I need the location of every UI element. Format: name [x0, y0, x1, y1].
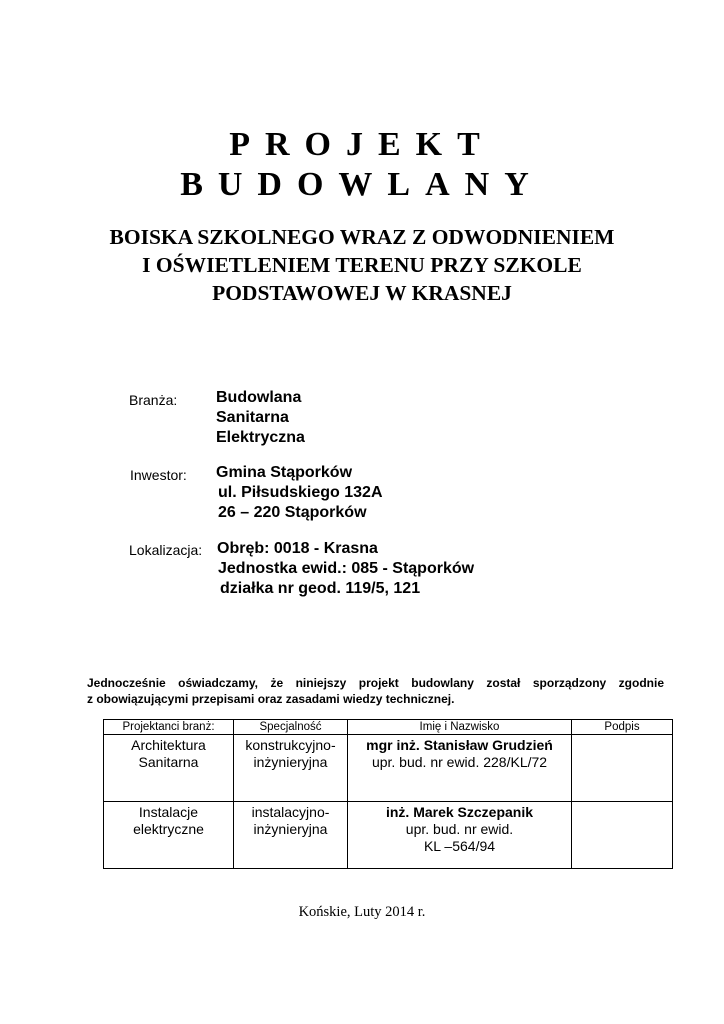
inwestor-label: Inwestor:	[130, 467, 187, 483]
specialty-cell	[234, 735, 348, 802]
designers-table	[103, 719, 673, 869]
table-row	[104, 802, 673, 869]
branza-value-3: Elektryczna	[216, 429, 305, 446]
specialty-line: inżynieryjna	[253, 754, 328, 770]
specialty-cell	[234, 802, 348, 869]
lokalizacja-value-1: Obręb: 0018 - Krasna	[217, 540, 378, 557]
lokalizacja-value-3: działka nr geod. 119/5, 121	[220, 580, 421, 597]
header-name: Imię i Nazwisko	[348, 720, 572, 735]
signature-cell	[572, 735, 673, 802]
branch-cell	[104, 802, 234, 869]
branch-line: Architektura	[131, 737, 206, 753]
table-row	[104, 735, 673, 802]
designer-name: inż. Marek Szczepanik	[385, 804, 534, 820]
specialty-line: inżynieryjna	[253, 821, 328, 837]
subtitle-line-1: BOISKA SZKOLNEGO WRAZ Z ODWODNIENIEM	[109, 225, 615, 249]
name-cell	[348, 802, 572, 869]
signature-cell	[572, 802, 673, 869]
subtitle-line-2: I OŚWIETLENIEM TERENU PRZY SZKOLE	[142, 253, 582, 277]
title-line-1: PROJEKT	[229, 126, 495, 163]
lokalizacja-value-2: Jednostka ewid.: 085 - Stąporków	[218, 560, 475, 577]
license-line: KL –564/94	[423, 838, 496, 854]
branza-value-2: Sanitarna	[216, 409, 289, 426]
specialty-line: konstrukcyjno-	[245, 737, 336, 753]
lokalizacja-label: Lokalizacja:	[129, 542, 203, 558]
branch-cell	[104, 735, 234, 802]
specialty-line: instalacyjno-	[251, 804, 330, 820]
branch-line: Sanitarna	[138, 754, 199, 770]
subtitle-line-3: PODSTAWOWEJ W KRASNEJ	[212, 281, 512, 305]
title-line-2: BUDOWLANY	[180, 166, 544, 203]
name-cell	[348, 735, 572, 802]
branch-line: elektryczne	[133, 821, 204, 837]
branza-label: Branża:	[129, 392, 178, 408]
place-date: Końskie, Luty 2014 r.	[298, 904, 426, 920]
statement-line-1: Jednocześnie oświadczamy, że niniejszy projekt budowlany został sporządzony zgodnie	[87, 676, 664, 690]
header-signature: Podpis	[572, 720, 673, 735]
inwestor-value-1: Gmina Stąporków	[216, 464, 353, 481]
license-line: upr. bud. nr ewid. 228/KL/72	[371, 754, 548, 770]
branza-value-1: Budowlana	[216, 389, 302, 406]
inwestor-value-2: ul. Piłsudskiego 132A	[218, 484, 383, 501]
designer-name: mgr inż. Stanisław Grudzień	[366, 737, 553, 753]
table-header-row	[104, 720, 673, 735]
header-branch: Projektanci branż:	[104, 720, 234, 735]
header-specialty: Specjalność	[234, 720, 348, 735]
inwestor-value-3: 26 – 220 Stąporków	[218, 504, 367, 521]
branch-line: Instalacje	[138, 804, 199, 820]
statement-line-2: z obowiązującymi przepisami oraz zasadami wiedzy technicznej.	[87, 692, 455, 706]
license-line: upr. bud. nr ewid.	[405, 821, 514, 837]
